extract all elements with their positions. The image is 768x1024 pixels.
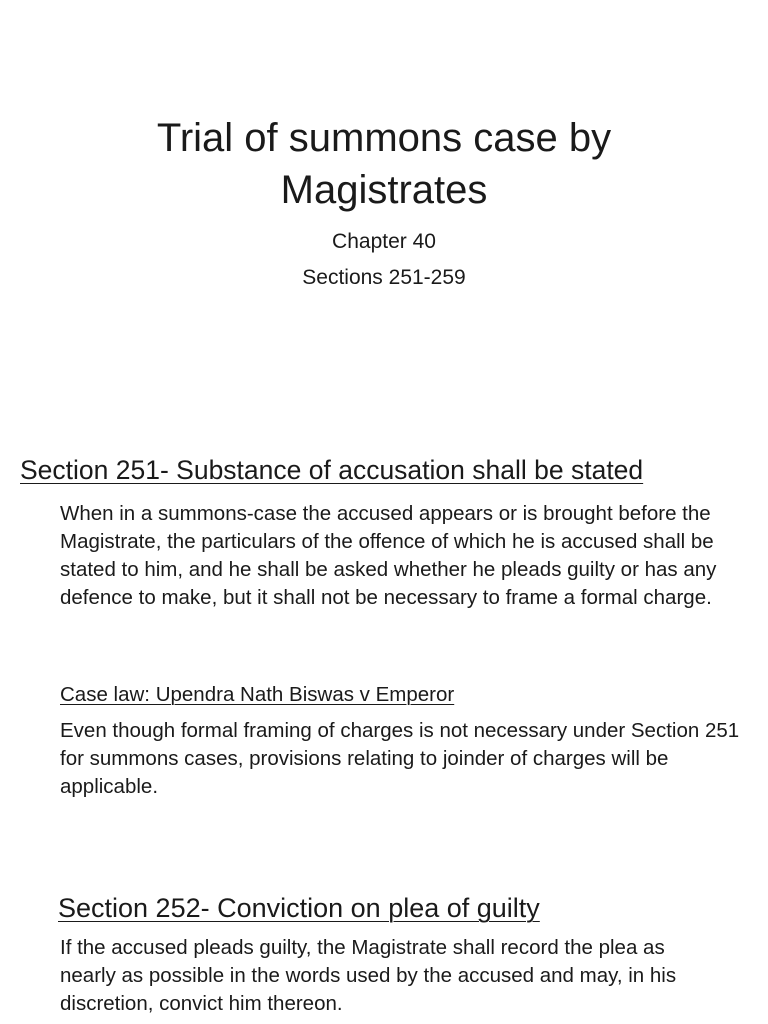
- slide-title-line-1: Trial of summons case by: [156, 116, 612, 160]
- sections-label: Sections 251-259: [302, 266, 466, 289]
- slide-title: [0, 112, 768, 216]
- section-252-paragraph: If the accused pleads guilty, the Magistrate shall record the plea as nearly as possible in the words used by the accused and may, in his discretion, convict him thereon.: [60, 936, 677, 1015]
- case-law-paragraph: Even though formal framing of charges is not necessary under Section 251 for summons cases, provisions relating to joinder of charges will be applicable.: [60, 719, 740, 798]
- case-law-heading: Case law: Upendra Nath Biswas v Emperor: [60, 683, 455, 706]
- section-251-heading: Section 251- Substance of accusation shall be stated: [20, 455, 644, 485]
- slide-title-line-2: Magistrates: [280, 168, 488, 212]
- section-252-slide: [0, 870, 768, 1024]
- chapter-label: Chapter 40: [332, 230, 436, 253]
- section-251-slide: [0, 440, 768, 840]
- section-251-paragraph: When in a summons-case the accused appears or is brought before the Magistrate, the particulars of the offence of which he is accused shall be stated to him, and he shall be asked whether he pleads guilty or has any defence to make, but it shall not be necessary to frame a formal charge.: [60, 502, 717, 609]
- section-252-heading: Section 252- Conviction on plea of guilty: [58, 893, 540, 923]
- title-slide: [0, 0, 768, 400]
